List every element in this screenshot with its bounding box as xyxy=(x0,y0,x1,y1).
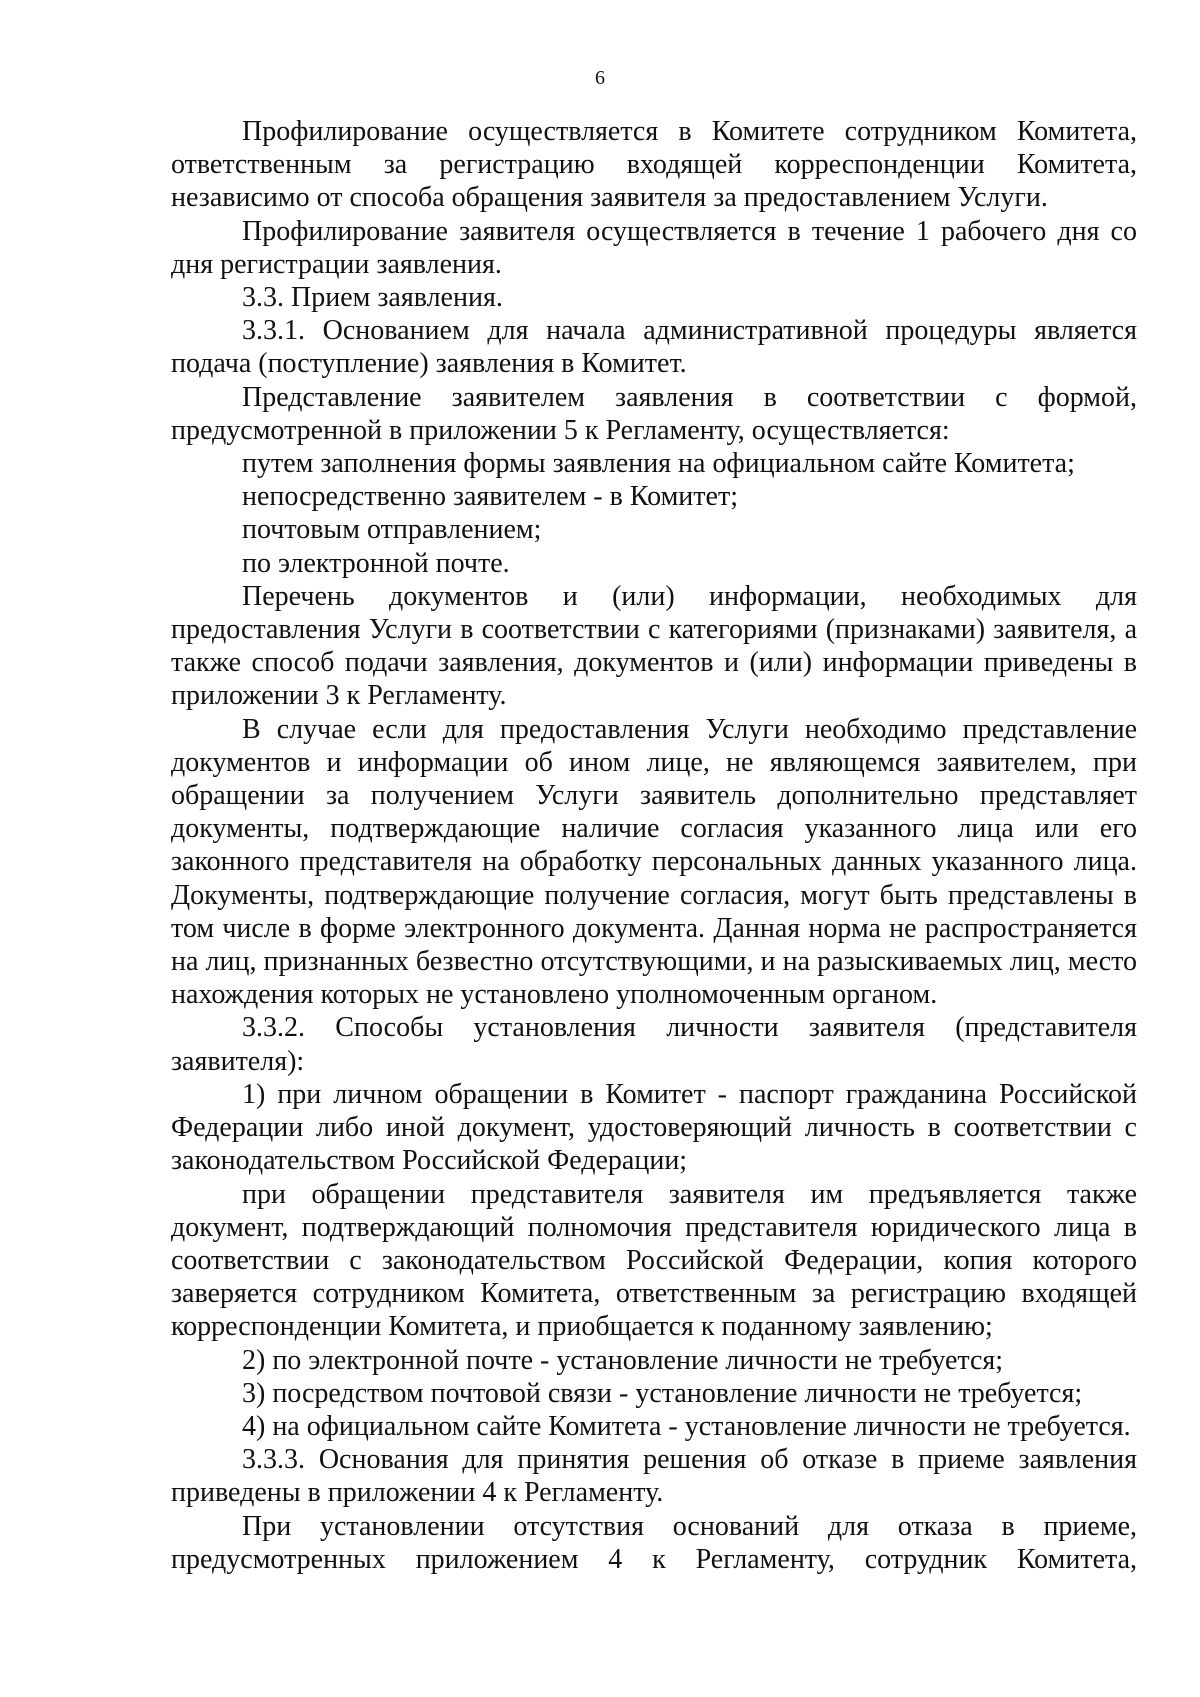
paragraph-third-party-consent: В случае если для предоставления Услуги необходимо представление документов и информации об ином лице, не являющемся заявителем, при обращении за получением Услуги заявитель дополнительно представляет документы, подтверждающие наличие согласия указанного лица или его законного представителя на обработку персональных данных указанного лица. Документы, подтверждающие получение согласия, могут быть представлены в том числе в форме электронного документа. Данная норма не распространяется на лиц, признанных безвестно отсутствующими, и на разыскиваемых лиц, место нахождения которых не установлено уполномоченным органом. xyxy=(171,713,1137,1011)
paragraph-profiling-committee: Профилирование осуществляется в Комитете сотрудником Комитета, ответственным за регистрацию входящей корреспонденции Комитета, независимо от способа обращения заявителя за предоставлением Услуги. xyxy=(171,116,1137,214)
list-item-on-website: 4) на официальном сайте Комитета - установление личности не требуется. xyxy=(242,1410,1131,1442)
list-item-by-email: 2) по электронной почте - установление личности не требуется; xyxy=(242,1344,1004,1376)
list-item-by-postal: 3) посредством почтовой связи - установление личности не требуется; xyxy=(242,1377,1083,1409)
paragraph-3-3-1: 3.3.1. Основанием для начала административной процедуры является подача (поступление) заявления в Комитет. xyxy=(171,315,1137,380)
paragraph-no-grounds-for-refusal: При установлении отсутствия оснований для отказа в приеме, предусмотренных приложением 4 к Регламенту, сотрудник Комитета, xyxy=(171,1510,1137,1575)
paragraph-3-3-3: 3.3.3. Основания для принятия решения об отказе в приеме заявления приведены в приложении 4 к Регламенту. xyxy=(171,1444,1137,1509)
list-item-personal-visit: 1) при личном обращении в Комитет - паспорт гражданина Российской Федерации либо иной документ, удостоверяющий личность в соответствии с законодательством Российской Федерации; xyxy=(171,1078,1137,1177)
list-item-in-person: непосредственно заявителем - в Комитет; xyxy=(242,481,738,513)
paragraph-submission-methods: Представление заявителем заявления в соответствии с формой, предусмотренной в приложении 5 к Регламенту, осуществляется: xyxy=(171,381,1137,446)
paragraph-representative: при обращении представителя заявителя им предъявляется также документ, подтверждающий полномочия представителя юридического лица в соответствии с законодательством Российской Федерации, копия которого заверяется сотрудником Комитета, ответственным за регистрацию входящей корреспонденции Комитета, и приобщается к поданному заявлению; xyxy=(171,1178,1137,1343)
list-item-post: почтовым отправлением; xyxy=(242,514,542,546)
section-heading-3-3: 3.3. Прием заявления. xyxy=(242,282,503,314)
document-body xyxy=(171,115,1137,1576)
list-item-email: по электронной почте. xyxy=(242,547,510,579)
paragraph-3-3-2: 3.3.2. Способы установления личности заявителя (представителя заявителя): xyxy=(171,1012,1137,1077)
list-item-website-form: путем заполнения формы заявления на официальном сайте Комитета; xyxy=(242,448,1075,480)
page-number: 6 xyxy=(595,67,605,89)
paragraph-profiling-term: Профилирование заявителя осуществляется в течение 1 рабочего дня со дня регистрации заявления. xyxy=(171,215,1137,280)
paragraph-document-list: Перечень документов и (или) информации, необходимых для предоставления Услуги в соответствии с категориями (признаками) заявителя, а также способ подачи заявления, документов и (или) информации приведены в приложении 3 к Регламенту. xyxy=(171,580,1137,712)
